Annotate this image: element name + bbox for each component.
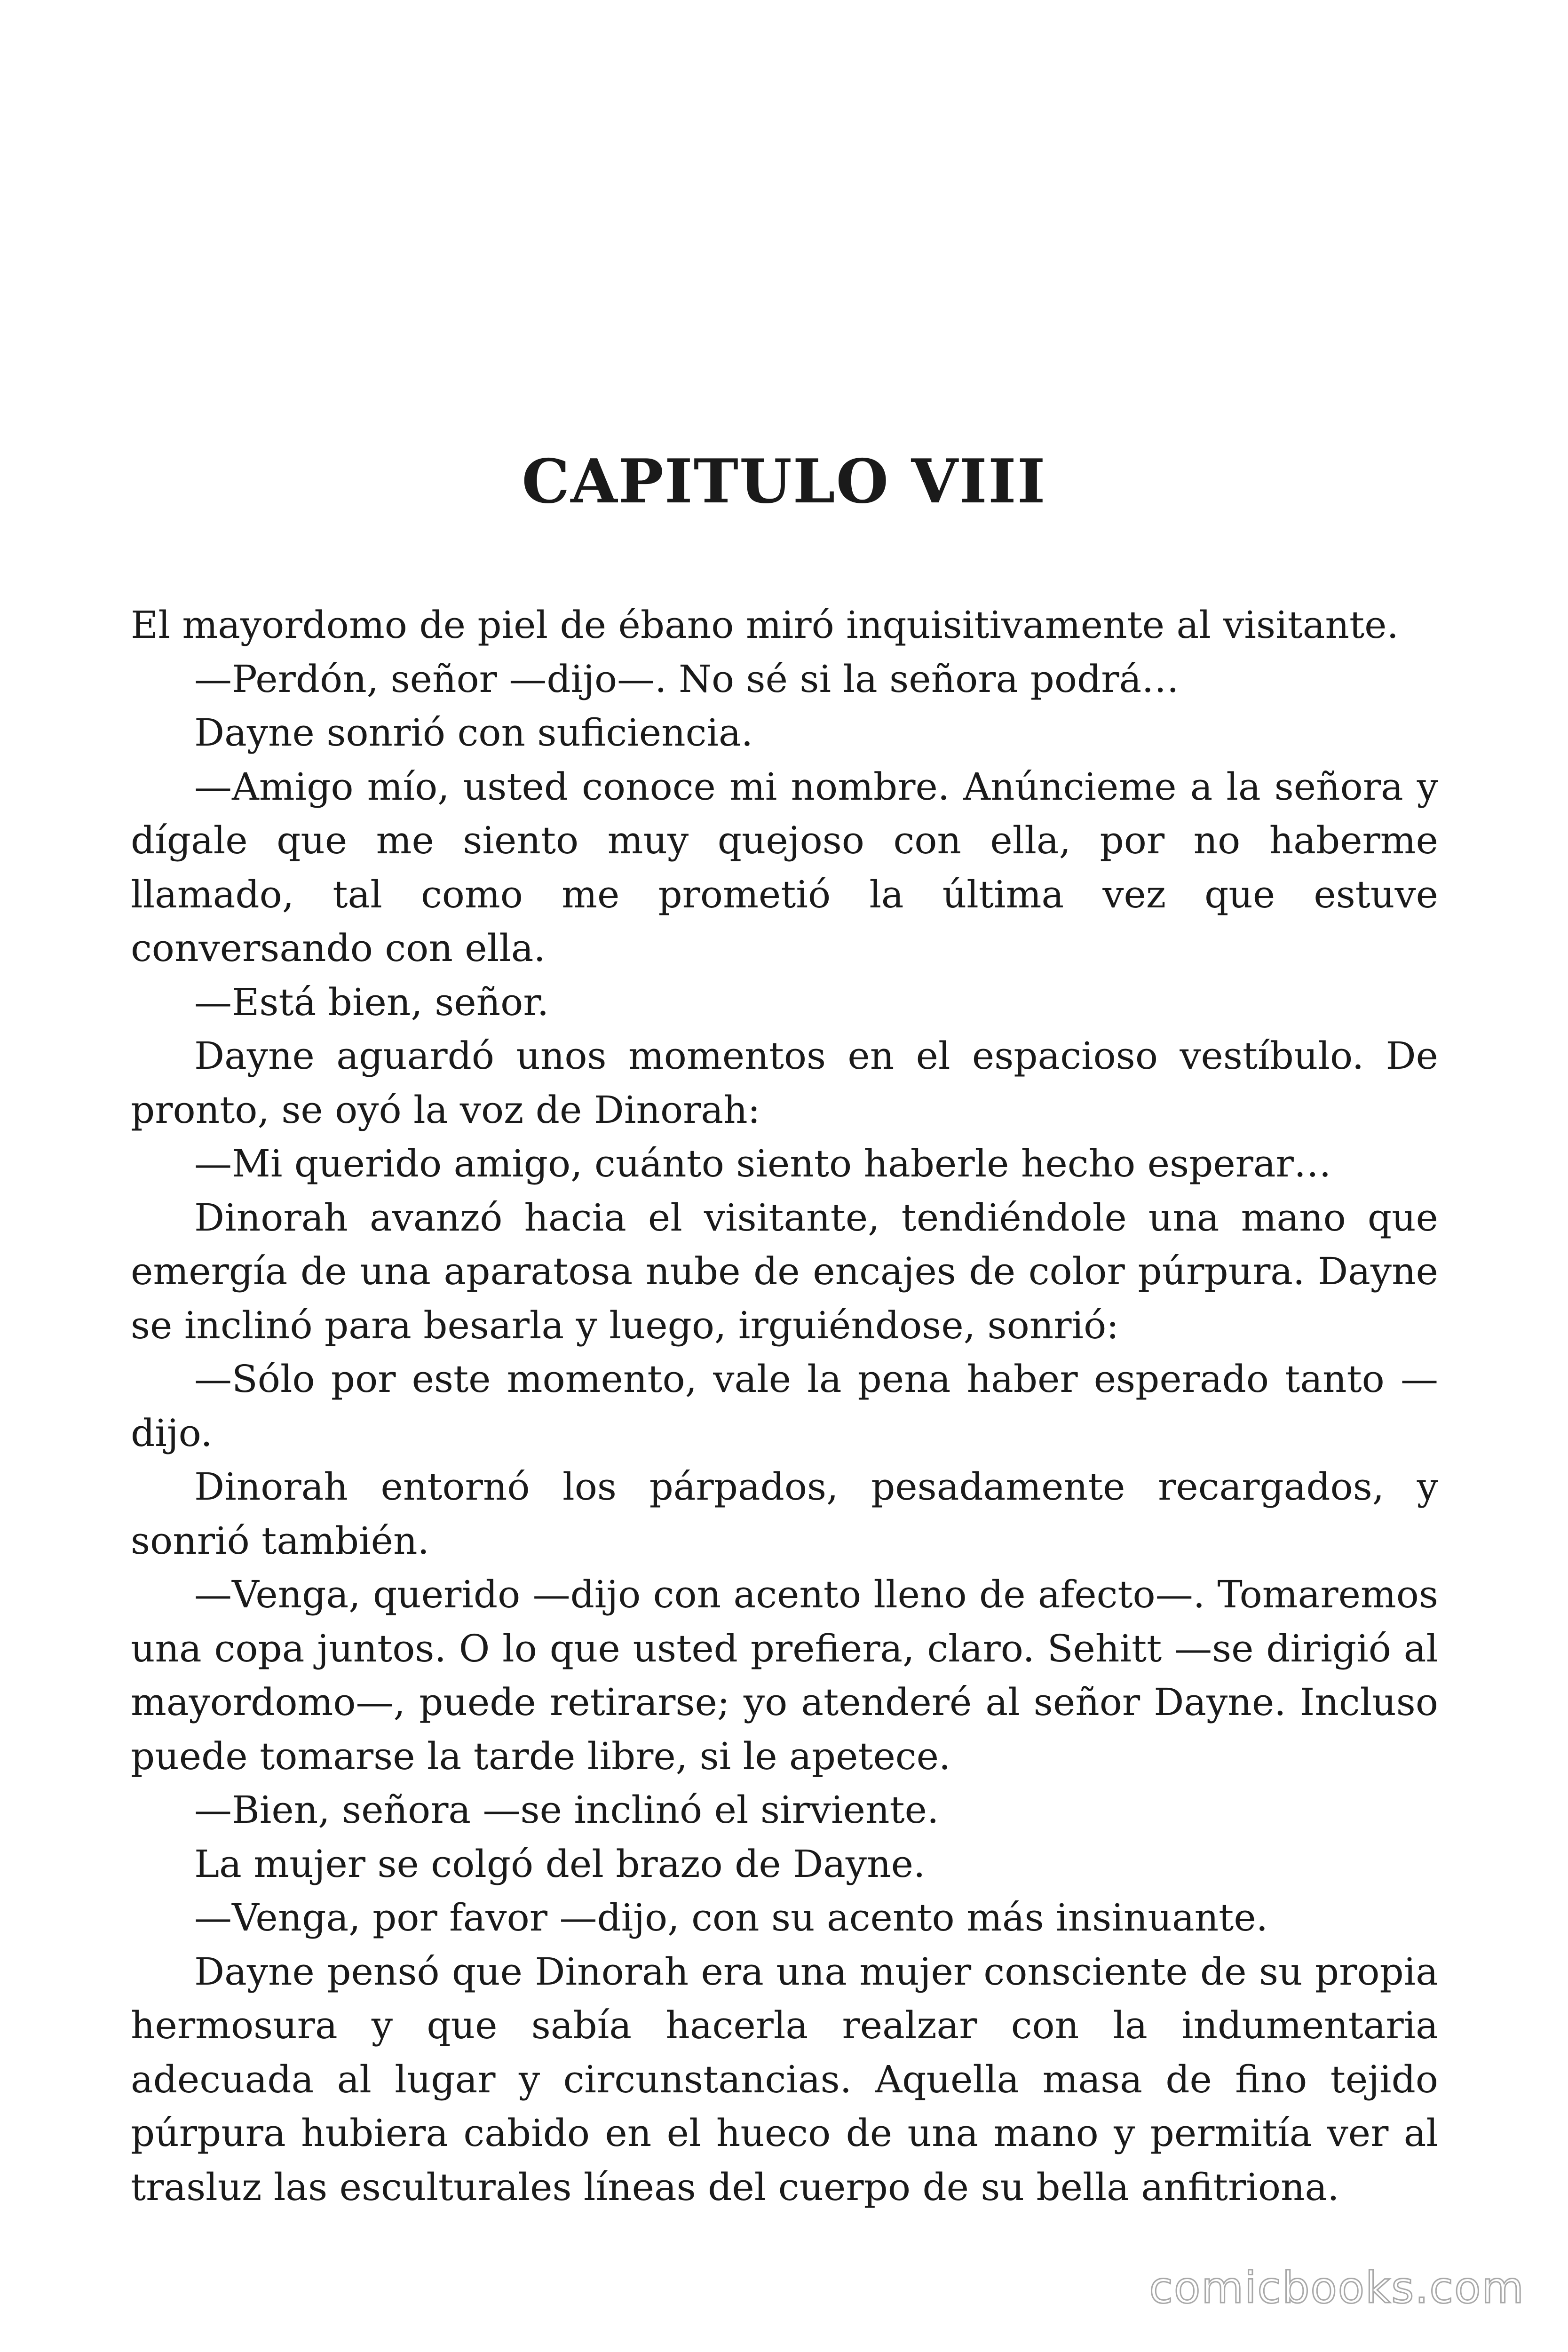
paragraph: —Bien, señora —se inclinó el sirviente.: [194, 1788, 939, 1832]
paragraph: —Perdón, señor —dijo—. No sé si la señora podrá…: [194, 657, 1180, 701]
paragraph: —Sólo por este momento, vale la pena haber esperado tanto —dijo.: [131, 1357, 1438, 1455]
paragraph: La mujer se colgó del brazo de Dayne.: [194, 1842, 926, 1886]
paragraph: —Amigo mío, usted conoce mi nombre. Anúncieme a la señora y dígale que me siento muy quejoso con ella, por no haberme llamado, tal como me prometió la última vez que estuve conversando con ella.: [131, 764, 1438, 970]
chapter-title: CAPITULO VIII: [522, 446, 1046, 517]
paragraph: Dinorah avanzó hacia el visitante, tendiéndole una mano que emergía de una aparatosa nube de encajes de color púrpura. Dayne se inclinó para besarla y luego, irguiéndose, sonrió:: [131, 1195, 1438, 1347]
paragraph: Dayne pensó que Dinorah era una mujer consciente de su propia hermosura y que sabía hacerla realzar con la indumentaria adecuada al lugar y circunstancias. Aquella masa de fino tejido púrpura hubiera cabido en el hueco de una mano y permitía ver al trasluz las esculturales líneas del cuerpo de su bella anfitriona.: [131, 1949, 1438, 2209]
paragraph: Dinorah entornó los párpados, pesadamente recargados, y sonrió también.: [131, 1465, 1438, 1563]
paragraph: —Está bien, señor.: [194, 980, 549, 1024]
paragraph: Dayne aguardó unos momentos en el espacioso vestíbulo. De pronto, se oyó la voz de Dinorah:: [131, 1034, 1438, 1132]
paragraph: —Venga, por favor —dijo, con su acento más insinuante.: [194, 1896, 1268, 1939]
paragraph: El mayordomo de piel de ébano miró inquisitivamente al visitante.: [131, 603, 1399, 647]
paragraph: —Mi querido amigo, cuánto siento haberle hecho esperar…: [194, 1142, 1331, 1185]
paragraph: —Venga, querido —dijo con acento lleno de afecto—. Tomaremos una copa juntos. O lo que usted prefiera, claro. Sehitt —se dirigió al mayordomo—, puede retirarse; yo atenderé al señor Dayne. Incluso puede tomarse la tarde libre, si le apetece.: [131, 1573, 1438, 1778]
watermark: comicbooks.com: [1149, 2263, 1525, 2313]
chapter-body: [131, 598, 1438, 2214]
paragraph: Dayne sonrió con suficiencia.: [194, 711, 753, 755]
